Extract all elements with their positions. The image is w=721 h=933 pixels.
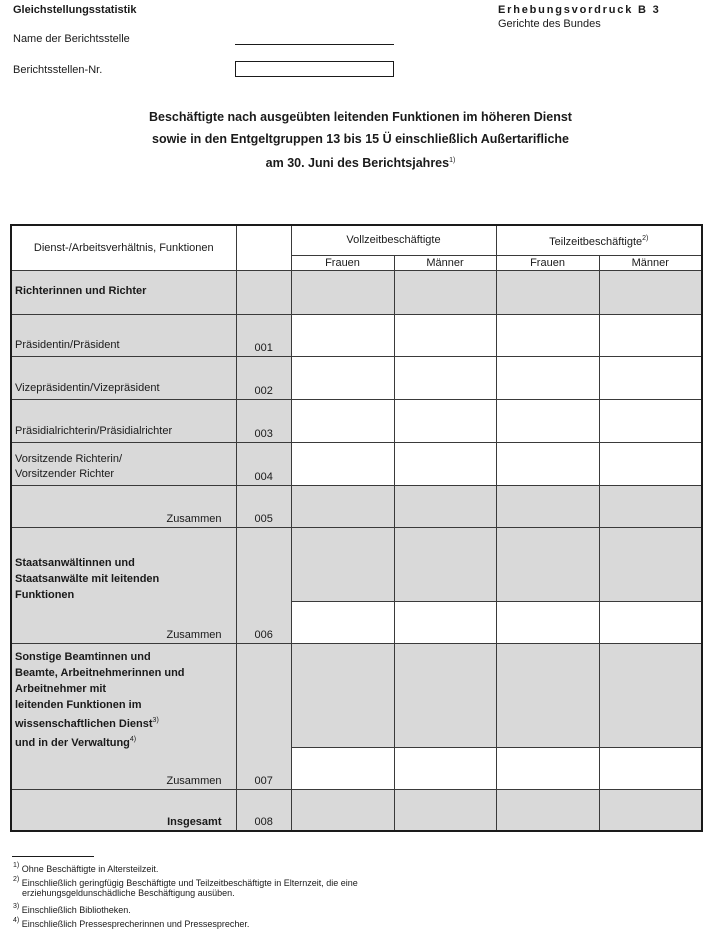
row-label: Vizepräsidentin/Vizepräsident bbox=[11, 356, 236, 399]
footnote-divider bbox=[12, 856, 94, 857]
col-header-vz-frauen: Frauen bbox=[291, 255, 394, 270]
input-cell[interactable] bbox=[496, 442, 599, 485]
input-cell[interactable] bbox=[599, 527, 702, 601]
form-title: Gleichstellungsstatistik bbox=[13, 4, 137, 16]
col-header-tz-maenner: Männer bbox=[599, 255, 702, 270]
row-label: Vorsitzende Richterin/ Vorsitzender Richter bbox=[11, 442, 236, 485]
row-code: 006 bbox=[236, 527, 291, 643]
input-cell[interactable] bbox=[291, 789, 394, 831]
input-cell[interactable] bbox=[496, 601, 599, 643]
input-cell[interactable] bbox=[291, 314, 394, 356]
section-richter: Richterinnen und Richter bbox=[11, 270, 236, 314]
col-header-teilzeit: Teilzeitbeschäftigte$^{2)}$ bbox=[496, 225, 702, 255]
col-header-vz-maenner: Männer bbox=[394, 255, 496, 270]
input-cell[interactable] bbox=[291, 399, 394, 442]
table-row bbox=[11, 356, 702, 399]
input-cell[interactable] bbox=[291, 485, 394, 527]
input-cell[interactable] bbox=[599, 485, 702, 527]
input-cell[interactable] bbox=[496, 270, 599, 314]
table-row-sum bbox=[11, 485, 702, 527]
input-cell[interactable] bbox=[394, 442, 496, 485]
row-code: 001 bbox=[236, 314, 291, 356]
sum-label: Zusammen bbox=[166, 774, 222, 787]
footnote: erziehungsgeldunschädliche Beschäftigung ausüben. bbox=[22, 888, 235, 898]
input-cell[interactable] bbox=[394, 399, 496, 442]
input-cell[interactable] bbox=[599, 643, 702, 747]
input-cell[interactable] bbox=[394, 270, 496, 314]
input-cell[interactable] bbox=[496, 485, 599, 527]
footnote: $^{3)}$ Einschließlich Bibliotheken. bbox=[13, 903, 131, 915]
row-code: 003 bbox=[236, 399, 291, 442]
heading-line-1: Beschäftigte nach ausgeübten leitenden Funktionen im höheren Dienst bbox=[149, 110, 572, 124]
input-cell[interactable] bbox=[394, 601, 496, 643]
col-header-tz-frauen: Frauen bbox=[496, 255, 599, 270]
row-code: 008 bbox=[236, 789, 291, 831]
number-field[interactable] bbox=[235, 61, 394, 77]
input-cell[interactable] bbox=[599, 356, 702, 399]
footnote: $^{4)}$ Einschließlich Pressesprecherinnen und Pressesprecher. bbox=[13, 917, 250, 929]
input-cell[interactable] bbox=[291, 643, 394, 747]
table-row bbox=[11, 314, 702, 356]
page-heading bbox=[0, 106, 721, 174]
input-cell[interactable] bbox=[394, 643, 496, 747]
col-header-vollzeit: Vollzeitbeschäftigte bbox=[291, 225, 496, 255]
input-cell[interactable] bbox=[394, 747, 496, 789]
input-cell[interactable] bbox=[496, 747, 599, 789]
row-code: 005 bbox=[236, 485, 291, 527]
input-cell[interactable] bbox=[599, 314, 702, 356]
table-row bbox=[11, 399, 702, 442]
input-cell[interactable] bbox=[496, 643, 599, 747]
input-cell[interactable] bbox=[291, 356, 394, 399]
input-cell[interactable] bbox=[394, 485, 496, 527]
row-label: Präsidialrichterin/Präsidialrichter bbox=[11, 399, 236, 442]
input-cell[interactable] bbox=[496, 314, 599, 356]
input-cell[interactable] bbox=[599, 601, 702, 643]
row-label: Präsidentin/Präsident bbox=[11, 314, 236, 356]
input-cell[interactable] bbox=[394, 527, 496, 601]
row-code: 004 bbox=[236, 442, 291, 485]
form-id: Erhebungsvordruck B 3 bbox=[498, 4, 661, 16]
footnote-ref: 1) bbox=[449, 157, 456, 164]
input-cell[interactable] bbox=[496, 789, 599, 831]
footnote: $^{2)}$ Einschließlich geringfügig Beschäftigte und Teilzeitbeschäftigte in Elternzeit, die eine bbox=[13, 876, 358, 888]
form-subtitle: Gerichte des Bundes bbox=[498, 18, 601, 30]
col-header-function: Dienst-/Arbeitsverhältnis, Funktionen bbox=[11, 225, 236, 270]
total-label: Insgesamt bbox=[11, 789, 236, 831]
input-cell[interactable] bbox=[599, 270, 702, 314]
input-cell[interactable] bbox=[496, 527, 599, 601]
input-cell[interactable] bbox=[394, 356, 496, 399]
input-cell[interactable] bbox=[599, 442, 702, 485]
input-cell[interactable] bbox=[394, 789, 496, 831]
input-cell[interactable] bbox=[291, 442, 394, 485]
section-staatsanwaelte: Staatsanwältinnen und Staatsanwälte mit leitenden Funktionen Zusammen bbox=[11, 527, 236, 643]
input-cell[interactable] bbox=[291, 747, 394, 789]
col-header-code bbox=[236, 225, 291, 270]
sum-label: Zusammen bbox=[166, 628, 222, 641]
table-row bbox=[11, 442, 702, 485]
input-cell[interactable] bbox=[599, 789, 702, 831]
row-code: 002 bbox=[236, 356, 291, 399]
input-cell[interactable] bbox=[394, 314, 496, 356]
input-cell[interactable] bbox=[599, 747, 702, 789]
name-field[interactable] bbox=[235, 32, 394, 45]
sum-label: Zusammen bbox=[11, 485, 236, 527]
heading-line-2: sowie in den Entgeltgruppen 13 bis 15 Ü einschließlich Außertarifliche bbox=[152, 132, 569, 146]
input-cell[interactable] bbox=[291, 527, 394, 601]
input-cell[interactable] bbox=[291, 270, 394, 314]
input-cell[interactable] bbox=[599, 399, 702, 442]
number-label: Berichtsstellen-Nr. bbox=[13, 64, 103, 76]
row-code: 007 bbox=[236, 643, 291, 789]
table-row-total bbox=[11, 789, 702, 831]
footnote: $^{1)}$ Ohne Beschäftigte in Altersteilzeit. bbox=[13, 862, 159, 874]
statistics-table bbox=[10, 224, 703, 832]
input-cell[interactable] bbox=[291, 601, 394, 643]
input-cell[interactable] bbox=[496, 399, 599, 442]
section-sonstige: Sonstige Beamtinnen und Beamte, Arbeitnehmerinnen und Arbeitnehmer mit leitenden Funktionen im wissenschaftlichen Dienst$^{3)}$ und in der Verwaltung$^{4)}$ Zusammen bbox=[11, 643, 236, 789]
heading-line-3: am 30. Juni des Berichtsjahres$^{1)}$ bbox=[265, 156, 456, 170]
name-label: Name der Berichtsstelle bbox=[13, 33, 130, 45]
input-cell[interactable] bbox=[496, 356, 599, 399]
